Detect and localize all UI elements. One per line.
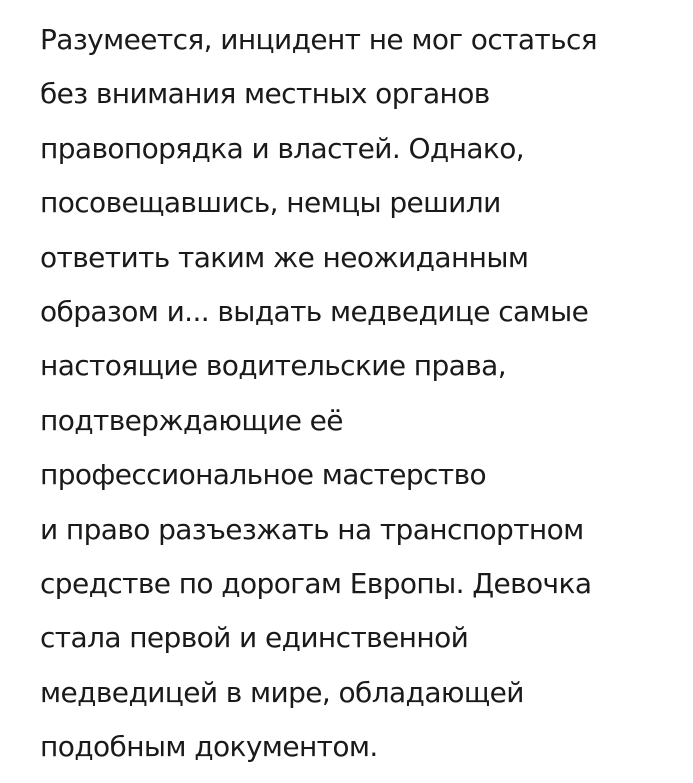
paragraph-line: посовещавшись, немцы решили: [40, 186, 501, 220]
paragraph-line: ответить таким же неожиданным: [40, 240, 529, 274]
paragraph-line: и право разъезжать на транспортном: [40, 512, 584, 546]
paragraph-line: настоящие водительские права,: [40, 349, 506, 383]
paragraph-line: профессиональное мастерство: [40, 458, 487, 492]
paragraph-line: без внимания местных органов: [40, 77, 490, 111]
paragraph-line: средстве по дорогам Европы. Девочка: [40, 567, 592, 601]
paragraph-line: Разумеется, инцидент не мог остаться: [40, 23, 598, 56]
paragraph-line: стала первой и единственной: [40, 621, 469, 655]
article-paragraph: [40, 13, 690, 775]
paragraph-line: подобным документом.: [40, 730, 378, 764]
paragraph-line: медведицей в мире, обладающей: [40, 675, 524, 709]
paragraph-line: правопорядка и властей. Однако,: [40, 131, 525, 165]
paragraph-line: подтверждающие её: [40, 403, 343, 437]
paragraph-line: образом и... выдать медведице самые: [40, 295, 589, 329]
